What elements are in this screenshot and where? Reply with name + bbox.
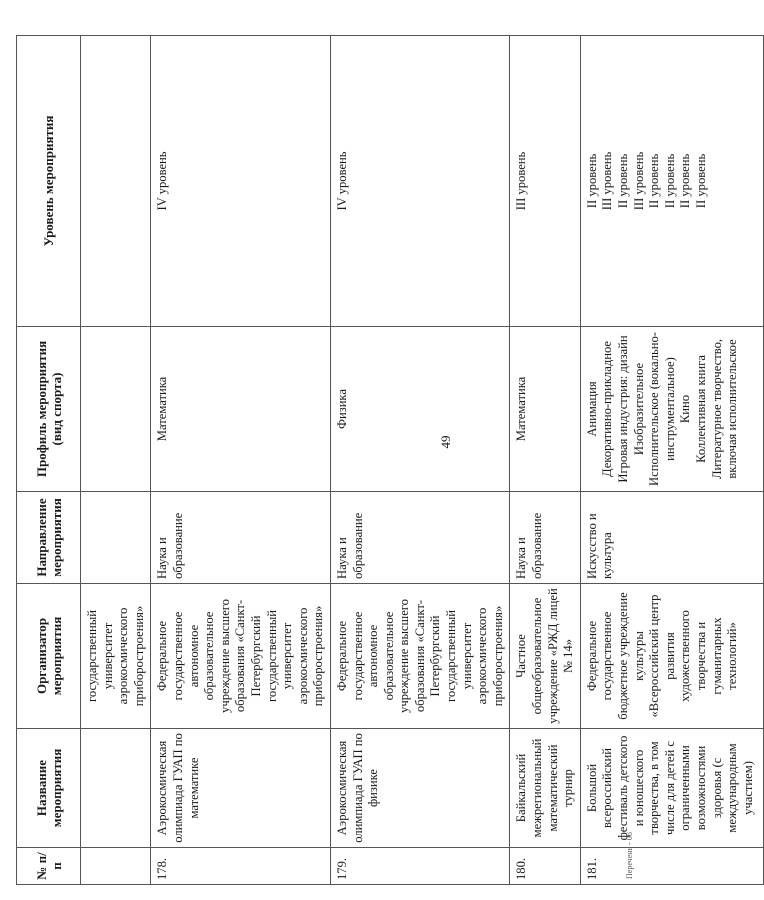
direction-cell: Наука и образование <box>510 492 580 584</box>
organizer-cell: Федеральное государственное автономное образовательное учреждение высшего образования «Санкт-Петербургский государственный университет аэрокосмического приборостроения» <box>330 584 510 729</box>
row-number: 181. <box>580 848 763 885</box>
level-cell <box>151 36 331 327</box>
table-row <box>510 36 580 885</box>
table-header-row <box>17 36 81 885</box>
direction-cell: Наука и образование <box>330 492 510 584</box>
event-name: Аэрокосмическая олимпиада ГУАП по физике <box>330 729 510 848</box>
level-cell <box>580 36 763 327</box>
profile-item: Изобразительное <box>631 362 646 456</box>
event-name: Байкальский межрегиональный математический турнир <box>510 729 580 848</box>
profile-cell <box>510 327 580 492</box>
table-row <box>330 36 510 885</box>
header-direction: Направление мероприятия <box>17 492 81 584</box>
profile-cell <box>580 327 763 492</box>
direction-cell: Наука и образование <box>151 492 331 584</box>
header-level: Уровень мероприятия <box>17 36 81 327</box>
level-item: III уровень <box>600 151 615 211</box>
table-row-continuation <box>81 36 151 885</box>
profile-item: Физика <box>334 389 349 429</box>
header-profile: Профиль мероприятия (вид спорта) <box>17 327 81 492</box>
event-name: Аэрокосмическая олимпиада ГУАП по математике <box>151 729 331 848</box>
header-num: № п/п <box>17 848 81 885</box>
footer-mark: Перечень - 06 <box>625 832 634 879</box>
organizer-cell: государственный университет аэрокосмического приборостроения» <box>81 584 151 729</box>
profile-item: Декоративно-прикладное <box>600 340 615 478</box>
profile-item: Коллективная книга <box>693 355 708 463</box>
level-item: II уровень <box>693 153 708 209</box>
event-name: Большой всероссийский фестиваль детского и юношеского творчества, в том числе для детей с ограниченными возможностями здоровья (с международным участием) <box>580 729 763 848</box>
profile-cell <box>330 327 510 492</box>
direction-cell: Искусство и культура <box>580 492 763 584</box>
level-item: III уровень <box>631 151 646 211</box>
page-number: 49 <box>438 435 453 449</box>
row-number: 179. <box>330 848 510 885</box>
level-item: II уровень <box>678 153 693 209</box>
level-cell <box>510 36 580 327</box>
profile-cell <box>151 327 331 492</box>
events-table <box>16 35 764 885</box>
level-item: II уровень <box>662 153 677 209</box>
header-organizer: Организатор мероприятия <box>17 584 81 729</box>
profile-item: Кино <box>678 394 693 424</box>
profile-item: Математика <box>514 376 529 442</box>
level-item: II уровень <box>616 153 630 209</box>
table-row <box>151 36 331 885</box>
level-item: II уровень <box>584 153 599 209</box>
profile-item: Математика <box>155 376 170 442</box>
profile-item: Литературное творчество, включая исполнительское <box>709 338 740 480</box>
level-item: IV уровень <box>155 151 170 211</box>
table-row <box>580 36 763 885</box>
level-cell <box>330 36 510 327</box>
profile-item: Игровая индустрия: дизайн <box>616 335 630 483</box>
level-item: IV уровень <box>334 151 349 211</box>
organizer-cell: Федеральное государственное бюджетное учреждение культуры «Всероссийский центр развития художественного творчества и гуманитарных технологий» <box>580 584 763 729</box>
organizer-cell: Федеральное государственное автономное образовательное учреждение высшего образования «Санкт-Петербургский государственный университет аэрокосмического приборостроения» <box>151 584 331 729</box>
organizer-cell: Частное общеобразовательное учреждение «РЖД лицей № 14» <box>510 584 580 729</box>
level-item: II уровень <box>647 153 662 209</box>
profile-item: Исполнительское (вокально-инструментальное) <box>647 332 677 486</box>
row-number: 178. <box>151 848 331 885</box>
header-name: Название мероприятия <box>17 729 81 848</box>
level-item: III уровень <box>514 151 529 211</box>
profile-item: Анимация <box>584 381 599 437</box>
row-number: 180. <box>510 848 580 885</box>
